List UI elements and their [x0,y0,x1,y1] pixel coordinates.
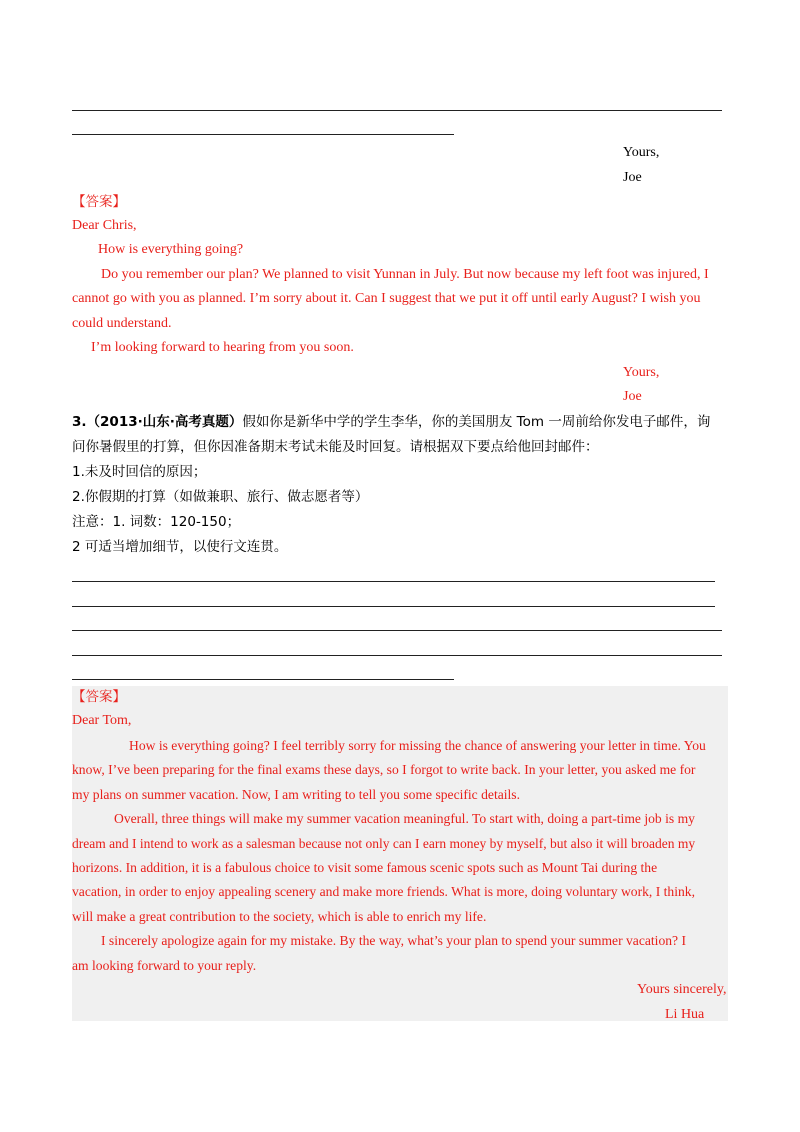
signature: Joe [623,389,642,404]
answer-line: will make a great contribution to the society, which is able to enrich my life. [72,909,487,924]
answer-line: am looking forward to your reply. [72,958,257,973]
closing: Yours, [623,365,660,380]
closing: Yours sincerely, [637,982,727,997]
writing-line [72,134,454,135]
writing-line [72,679,454,680]
answer-line: Overall, three things will make my summer vacation meaningful. To start with, doing a part-time job is my [114,811,695,826]
writing-line [72,110,722,111]
signature: Li Hua [665,1007,705,1022]
question-point: 2.你假期的打算（如做兼职、旅行、做志愿者等） [72,489,369,505]
question-point: 1.未及时回信的原因； [72,464,207,480]
question-prompt: 假如你是新华中学的学生李华，你的美国朋友 Tom 一周前给你发电子邮件，询 [242,414,711,430]
answer-line: my plans on summer vacation. Now, I am writing to tell you some specific details. [72,787,520,802]
answer-line: How is everything going? I feel terribly sorry for missing the chance of answering your letter in time. You [129,738,706,753]
answer-line: I sincerely apologize again for my mistake. By the way, what’s your plan to spend your summer vacation? I [101,933,686,948]
question-note: 注意：1. 词数：120-150； [72,514,241,530]
answer-label: 【答案】 [72,194,126,210]
question-number: 3. [72,414,87,430]
answer-line: horizons. In addition, it is a fabulous choice to visit some famous scenic spots such as Mount Tai during the [72,860,658,875]
question-note: 2 可适当增加细节，以使行文连贯。 [72,539,288,555]
writing-line [72,581,715,582]
answer-line: vacation, in order to enjoy appealing scenery and make more friends. What is more, doing voluntary work, I think, [72,884,695,899]
answer-line: I’m looking forward to hearing from you soon. [91,340,354,355]
answer-line: cannot go with you as planned. I’m sorry about it. Can I suggest that we put it off until early August? I wish you [72,291,701,306]
answer-line: could understand. [72,316,172,331]
writing-line [72,606,715,607]
writing-line [72,655,722,656]
question-source: （2013·山东·高考真题） [86,414,243,430]
signature: Joe [623,170,642,185]
answer-line: dream and I intend to work as a salesman because not only can I earn money by myself, but also it will broaden my [72,836,696,851]
salutation: Dear Chris, [72,218,137,233]
answer-line: know, I’ve been preparing for the final exams these days, so I forgot to write back. In your letter, you asked me for [72,762,696,777]
answer-line: How is everything going? [98,242,244,257]
answer-label: 【答案】 [72,689,126,705]
answer-line: Do you remember our plan? We planned to visit Yunnan in July. But now because my left foot was injured, I [101,267,709,282]
writing-line [72,630,722,631]
question-header [72,410,710,434]
closing: Yours, [623,145,660,160]
salutation: Dear Tom, [72,713,132,728]
question-prompt: 问你暑假里的打算，但你因准备期末考试未能及时回复。请根据双下要点给他回封邮件： [72,439,599,455]
